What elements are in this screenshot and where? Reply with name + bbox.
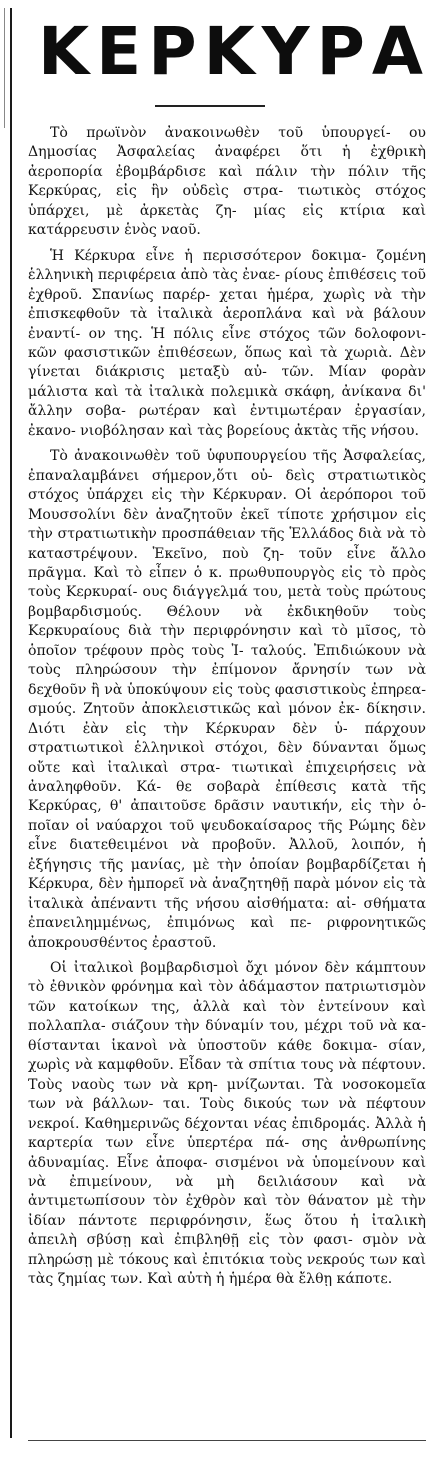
article-paragraph-1: Τὸ πρωϊνὸν ἀνακοινωθὲν τοῦ ὑπουργεί- ου Δημοσίας Ἀσφαλείας ἀναφέρει ὅτι ἡ ἐχθρικὴ ἀεροπορία ἐβομβάρδισε καὶ πάλιν τὴν πόλιν τῆς Κερκύρας, εἰς ἣν οὐδεὶς στρα- τιωτικὸς στόχος ὑπάρχει, μὲ ἀρκετὰς ζη- μίας εἰς κτίρια καὶ κατάρρευσιν ἑνὸς ναοῦ. [28, 125, 426, 239]
column-divider-rule [10, 8, 12, 1438]
article-paragraph-3: Τὸ ἀνακοινωθὲν τοῦ ὑφυπουργείου τῆς Ἀσφαλείας, ἐπαναλαμβάνει σήμερον,ὅτι οὐ- δεὶς στρατιωτικὸς στόχος ὑπάρχει εἰς τὴν Κέρκυραν. Οἱ ἀερόποροι τοῦ Μουσσολίνι δὲν ἀναζητοῦν ἐκεῖ τίποτε χρήσιμον εἰς τὴν στρατιωτικὴν προσπάθειαν τῆς Ἑλλάδος διὰ νὰ τὸ καταστρέψουν. Ἐκεῖνο, ποὺ ζη- τοῦν εἶνε ἄλλο πρᾶγμα. Καὶ τὸ εἶπεν ὁ κ. πρωθυπουργὸς εἰς τὸ πρὸς τοὺς Κερκυραί- ους διάγγελμά του, μετὰ τοὺς πρώτους βομβαρδισμούς. Θέλουν νὰ ἐκδικηθοῦν τοὺς Κερκυραίους διὰ τὴν περιφρόνησιν καὶ τὸ μῖσος, τὸ ὁποῖον τρέφουν πρὸς τοὺς Ἰ- ταλούς. Ἐπιδιώκουν νὰ τοὺς πληρώσουν τὴν ἐπίμονον ἄρνησίν των νὰ δεχθοῦν ἢ νὰ ὑποκύψουν εἰς τοὺς φασιστικοὺς ἐπηρεα- σμούς. Ζητοῦν ἀποκλειστικῶς καὶ μόνον ἐκ- δίκησιν. Διότι ἐὰν εἰς τὴν Κέρκυραν δὲν ὑ- πάρχουν στρατιωτικοὶ ἑλληνικοὶ στόχοι, δὲν δύνανται ὅμως οὔτε καὶ ἰταλικαὶ στρα- τιωτικαὶ ἐπιχειρήσεις νὰ ἀναληφθοῦν. Κά- θε σοβαρὰ ἐπίθεσις κατὰ τῆς Κερκύρας, θ' ἀπαιτοῦσε δρᾶσιν ναυτικήν, εἰς τὴν ὁ- ποῖαν οἱ ναύαρχοι τοῦ ψευδοκαίσαρος τῆς Ρώμης δὲν εἶνε διατεθειμένοι νὰ προβοῦν. Ἀλλοῦ, λοιπόν, ἡ ἐξήγησις τῆς μανίας, μὲ τὴν ὁποίαν βομβαρδίζεται ἡ Κέρκυρα, δὲν ἠμπορεῖ νὰ ἀναζητηθῇ παρὰ μόνον εἰς τὰ ἰταλικὰ ἀπέναντι τῆς νήσου αἰσθήματα: αἰ- σθήματα ἐπανειλημμένως, ἐπιμόνως καὶ πε- ριφρονητικῶς ἀποκρουσθέντος ἐραστοῦ. [28, 448, 426, 951]
article-body [28, 124, 426, 1296]
article-end-rule [28, 1440, 426, 1441]
column-edge-rule [4, 8, 5, 128]
article-paragraph-4: Οἱ ἰταλικοὶ βομβαρδισμοὶ ὄχι μόνον δὲν κάμπτουν τὸ ἐθνικὸν φρόνημα καὶ τὸν ἀδάμαστον πατριωτισμὸν τῶν κατοίκων της, ἀλλὰ καὶ τὸν ἐντείνουν καὶ πολλαπλα- σιάζουν τὴν δύναμίν του, μέχρι τοῦ νὰ κα- θίστανται ἱκανοὶ νὰ ὑποστοῦν κάθε δοκιμα- σίαν, χωρὶς νὰ καμφθοῦν. Εἶδαν τὰ σπίτια τους νὰ πέφτουν. Τοὺς ναοὺς των νὰ κρη- μνίζωνται. Τὰ νοσοκομεῖα των νὰ βάλλων- ται. Τοὺς δικούς των νὰ πέφτουν νεκροί. Καθημερινῶς δέχονται νέας ἐπιδρομάς. Ἀλλὰ ἡ καρτερία των εἶνε ὑπερτέρα πά- σης ἀνθρωπίνης ἀδυναμίας. Εἶνε ἀποφα- σισμένοι νὰ ὑπομείνουν καὶ νὰ ἐπιμείνουν, νὰ μὴ δειλιάσουν καὶ νὰ ἀντιμετωπίσουν τὸν ἐχθρὸν καὶ τὸν θάνατον μὲ τὴν ἰδίαν πάντοτε περιφρόνησιν, ἕως ὅτου ἡ ἰταλικὴ ἀπειλὴ σβύσῃ καὶ ἐπιβληθῇ εἰς τὸν φασι- σμὸν νὰ πληρώσῃ μὲ τόκους καὶ ἐπιτόκια τοὺς νεκρούς των καὶ τὰς ζημίας των. Καὶ αὐτὴ ἡ ἡμέρα θὰ ἔλθῃ κάποτε. [28, 960, 426, 1288]
article-headline: ΚΕΡΚΥΡΑ [38, 13, 430, 90]
headline-underline [155, 105, 265, 107]
article-paragraph-2: Ἡ Κέρκυρα εἶνε ἡ περισσότερον δοκιμα- ζομένη ἑλληνικὴ περιφέρεια ἀπὸ τὰς ἐναε- ρίους ἐπιθέσεις τοῦ ἐχθροῦ. Σπανίως παρέρ- χεται ἡμέρα, χωρὶς νὰ τὴν ἐπισκεφθοῦν τὰ ἰταλικὰ ἀεροπλάνα καὶ νὰ βάλουν ἐναντί- ον της. Ἡ πόλις εἶνε στόχος τῶν δολοφονι- κῶν φασιστικῶν ἐπιθέσεων, ὅπως καὶ τὰ χωριὰ. Δὲν γίνεται διάκρισις μεταξὺ αὐ- τῶν. Μίαν φορὰν μάλιστα καὶ τὰ ἰταλικὰ πολεμικὰ σκάφη, ἀνίκανα δι' ἄλλην σοβα- ρωτέραν καὶ ἐντιμωτέραν ἐργασίαν, ἐκανο- νιοβόλησαν καὶ τὰς βορείους ἀκτὰς τῆς νήσου. [28, 247, 426, 439]
